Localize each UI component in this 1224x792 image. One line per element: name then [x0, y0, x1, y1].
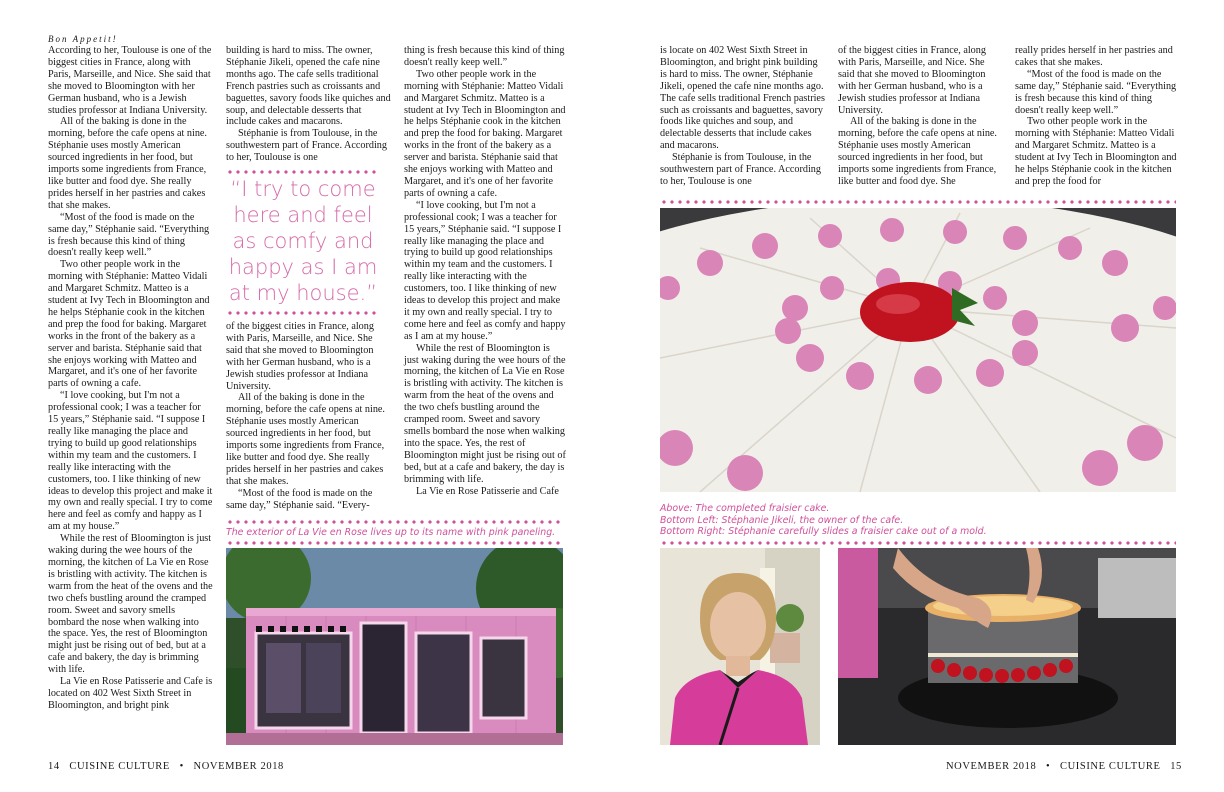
storefront-caption: The exterior of La Vie en Rose lives up to its name with pink paneling. — [226, 527, 556, 538]
folio-separator: • — [1046, 761, 1051, 772]
paragraph: really prides herself in her pastries and cakes that she makes. — [1015, 45, 1173, 68]
caption-rule-top — [226, 520, 564, 524]
paragraph: La Vie en Rose Patisserie and Cafe — [416, 485, 559, 497]
pull-quote-rule-top — [226, 170, 378, 174]
paragraph: “Most of the food is made on the same day,” Stéphanie said. “Every- — [226, 487, 373, 511]
paragraph: Two other people work in the morning with Stéphanie: Matteo Vidali and Margaret Schmitz. Matteo is a student at Ivy Tech in Bloomington and he helps Stéphanie cook in the kitchen and prep the food for baking. Margaret works in the front of the bakery as a server and barista. Stéphanie said that she enjoys working with Matteo and Margaret, and it's one of her favorite parts of owning a cafe. — [404, 68, 566, 199]
paragraph: “Most of the food is made on the same day,” Stéphanie said. “Everything is fresh because this kind of thing doesn't really keep well.” — [48, 211, 210, 259]
paragraph: of the biggest cities in France, along with Paris, Marseille, and Nice. She said that she moved to Bloomington with her German husband, who is a Jewish studies professor at Indiana University. — [226, 321, 374, 392]
section-kicker: Bon Appetit! — [48, 34, 118, 44]
storefront-photo — [226, 548, 563, 745]
paragraph: Stéphanie is from Toulouse, in the southwestern part of France. According to her, Toulouse is one — [226, 128, 387, 164]
magazine-name: CUISINE CULTURE — [69, 761, 170, 772]
paragraph: Two other people work in the morning with Stéphanie: Matteo Vidali and Margaret Schmitz. Matteo is a student at Ivy Tech in Bloomington and he helps Stéphanie cook in the kitchen and prep the food for baking. Margaret works in the front of the bakery as a server and barista. Stéphanie said that she enjoys working with Matteo and Margaret, and it's one of her favorite parts of owning a cafe. — [48, 259, 210, 390]
paragraph: All of the baking is done in the morning, before the cafe opens at nine. Stéphanie uses mostly American sourced ingredients in her food, but imports some ingredients from France, like butter and food dye. She — [838, 116, 997, 187]
pull-quote-rule-bottom — [226, 311, 378, 315]
paragraph: is locate on 402 West Sixth Street in Bloomington, and bright pink building is hard to miss. The owner, Stéphanie Jikeli, opened the cafe nine months ago. The cafe sells traditional French pastries such as croissants and baguettes, savory foods like quiches and soup, and delectable desserts that include cakes and macarons. — [660, 45, 825, 152]
paragraph: of the biggest cities in France, along with Paris, Marseille, and Nice. She said that she moved to Bloomington with her German husband, who is a Jewish studies professor at Indiana University. — [838, 45, 986, 116]
issue-date: NOVEMBER 2018 — [193, 761, 284, 772]
magazine-name: CUISINE CULTURE — [1060, 761, 1161, 772]
right-folio — [946, 761, 1182, 772]
paragraph: While the rest of Bloomington is just waking during the wee hours of the morning, the kitchen of La Vie en Rose is bristling with activity. The kitchen is warm from the heat of the ovens and the two chefs bustling around the cramped room. Sweet and savory smells bombard the nose when walking into the space. Yes, the rest of Bloomington might just be rising out of bed, but at a cafe and bakery, the day is brimming with life. — [48, 533, 213, 676]
cake-photo-rule — [660, 200, 1176, 204]
paragraph: All of the baking is done in the morning, before the cafe opens at nine. Stéphanie uses mostly American sourced ingredients in her food, but imports some ingredients from France, like butter and food dye. She really prides herself in her pastries and cakes that she makes. — [48, 116, 207, 211]
caption-rule — [660, 541, 1176, 545]
paragraph: “I love cooking, but I'm not a professional cook; I was a teacher for 15 years,” Stéphanie said. “I suppose I really like managing the place and trying to build up good relationships within my team and the customers. I really like interacting with the customers, too. I like thinking of new ideas to develop this project and make it my own and really special. I try to come here and feel as comfy and happy as I am at my house.” — [48, 390, 213, 533]
cake-photo — [660, 208, 1176, 492]
left-folio — [48, 761, 284, 772]
caption-bottom-left: Bottom Left: Stéphanie Jikeli, the owner of the cafe. — [660, 514, 904, 526]
caption-bottom-right: Bottom Right: Stéphanie carefully slides a fraisier cake out of a mold. — [660, 526, 987, 537]
caption-rule-bottom — [226, 541, 564, 545]
paragraph: thing is fresh because this kind of thing doesn't really keep well.” — [404, 45, 565, 68]
caption-above: Above: The completed fraisier cake. — [660, 503, 830, 514]
paragraph: Stéphanie is from Toulouse, in the southwestern part of France. According to her, Toulouse is one — [660, 152, 821, 187]
left-column-2-bottom — [226, 321, 391, 512]
right-column-2 — [838, 45, 1003, 188]
owner-portrait-photo — [660, 548, 820, 745]
cake-mold-photo — [838, 548, 1176, 745]
paragraph: All of the baking is done in the morning, before the cafe opens at nine. Stéphanie uses mostly American sourced ingredients in her food, but imports some ingredients from France, like butter and food dye. She really prides herself in her pastries and cakes that she makes. — [226, 392, 385, 487]
issue-date: NOVEMBER 2018 — [946, 761, 1037, 772]
paragraph: La Vie en Rose Patisserie and Cafe is located on 402 West Sixth Street in Bloomington, and bright pink — [48, 676, 213, 711]
right-column-1 — [660, 45, 825, 188]
paragraph: “Most of the food is made on the same day,” Stéphanie said. “Everything is fresh because this kind of thing doesn't really keep well.” — [1015, 68, 1177, 116]
page-number: 14 — [48, 761, 60, 772]
page-number: 15 — [1170, 761, 1182, 772]
paragraph: “I love cooking, but I'm not a professional cook; I was a teacher for 15 years,” Stéphanie said. “I suppose I really like managing the place and trying to build up good relationships within my team and the customers. I really like interacting with the customers, too. I like thinking of new ideas to develop this project and make it my own and really special. I try to come here and feel as comfy and happy as I am at my house.” — [404, 199, 566, 342]
folio-separator: • — [179, 761, 184, 772]
paragraph: building is hard to miss. The owner, Stéphanie Jikeli, opened the cafe nine months ago. The cafe sells traditional French pastries such as croissants and baguettes, savory foods like quiches and soup, and delectable desserts that include cakes and macarons. — [226, 45, 391, 128]
left-column-2-top — [226, 45, 391, 164]
left-column-1 — [48, 45, 213, 712]
left-column-3 — [404, 45, 566, 497]
right-column-3 — [1015, 45, 1178, 188]
paragraph: Two other people work in the morning with Stéphanie: Matteo Vidali and Margaret Schmitz. Matteo is a student at Ivy Tech in Bloomington and he helps Stéphanie cook in the kitchen and prep the food for — [1015, 116, 1177, 187]
photo-captions — [660, 503, 1176, 538]
pull-quote: “I try to come here and feel as comfy and happy as I am at my house.” — [228, 177, 378, 305]
paragraph: While the rest of Bloomington is just waking during the wee hours of the morning, the kitchen of La Vie en Rose is bristling with activity. The kitchen is warm from the heat of the ovens and the two chefs bustling around the cramped room. Sweet and savory smells bombard the nose when walking into the space. Yes, the rest of Bloomington might just be rising out of bed, but at a cafe and bakery, the day is brimming with life. — [404, 342, 566, 485]
paragraph: According to her, Toulouse is one of the biggest cities in France, along with Paris, Marseille, and Nice. She said that she moved to Bloomington with her German husband, who is a Jewish studies professor at Indiana University. — [48, 45, 212, 116]
